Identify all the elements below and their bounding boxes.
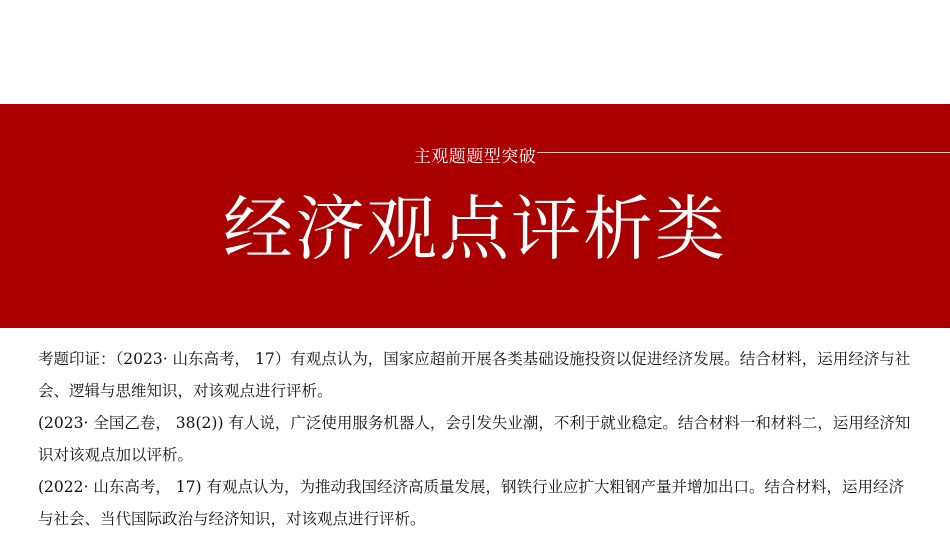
page-title: 经济观点评析类: [223, 188, 727, 270]
exam-question-list: [38, 343, 918, 535]
subtitle-divider: [537, 152, 950, 153]
exam-question-1: 考题印证：（2023· 山东高考， 17）有观点认为，国家应超前开展各类基础设施投资以促进经济发展。结合材料，运用经济与社会、逻辑与思维知识，对该观点进行评析。: [38, 350, 911, 400]
exam-question-2: (2023· 全国乙卷， 38(2)) 有人说，广泛使用服务机器人，会引发失业潮，不利于就业稳定。结合材料一和材料二，运用经济知识对该观点加以评析。: [38, 414, 911, 464]
title-banner: [0, 104, 950, 328]
exam-question-3: (2022· 山东高考， 17) 有观点认为，为推动我国经济高质量发展，钢铁行业应扩大粗钢产量并增加出口。结合材料，运用经济与社会、当代国际政治与经济知识，对该观点进行评析。: [38, 478, 904, 528]
section-subtitle: 主观题题型突破: [413, 147, 537, 167]
